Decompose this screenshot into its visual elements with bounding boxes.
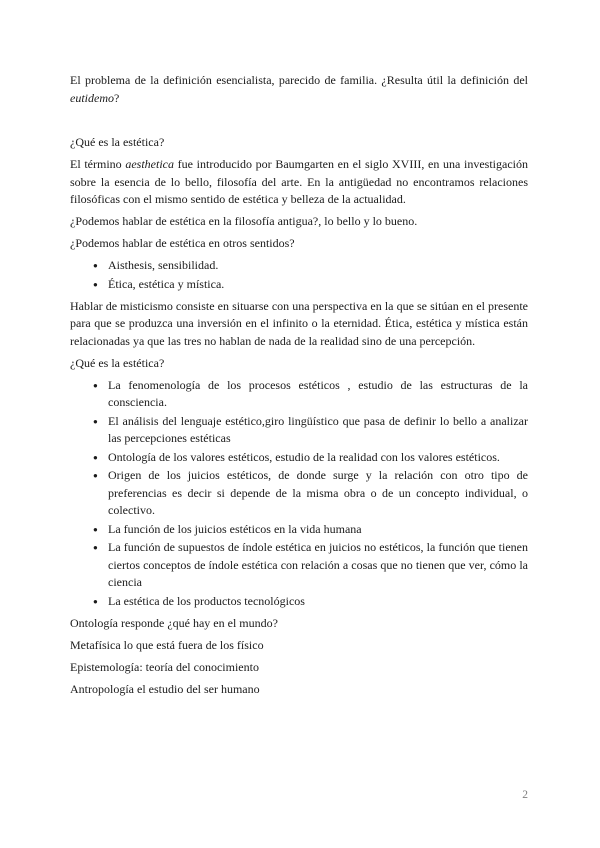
paragraph-text: ? [114,90,120,105]
bullet-icon: ● [93,543,98,552]
line-antropologia: Antropología el estudio del ser humano [70,681,260,696]
italic-term-aesthetica: aesthetica [125,157,174,171]
list-item-text: La fenomenología de los procesos estéticos , estudio de las estructuras de la consciencia. [108,377,528,409]
line-ontologia: Ontología responde ¿qué hay en el mundo? [70,615,278,630]
paragraph-termino-aesthetica [70,156,528,209]
list-item [70,467,528,520]
list-item [70,413,528,448]
bullet-icon: ● [93,416,98,426]
list-otros-sentidos [70,257,528,293]
line-metafisica: Metafísica lo que está fuera de los físico [70,637,264,652]
question-estetica-filosofia-antigua: ¿Podemos hablar de estética en la filosofía antigua?, lo bello y lo bueno. [70,214,418,228]
question-estetica-otros-sentidos: ¿Podemos hablar de estética en otros sentidos? [70,236,295,250]
document-content [70,72,528,703]
list-item-text: Origen de los juicios estéticos, de donde surge y la relación con otro tipo de preferencias es decir si depende de la misma obra o de un concepto individual, o colectivo. [108,468,528,517]
list-que-es-la-estetica [70,377,528,611]
bullet-icon: ● [93,279,98,289]
italic-term-eutidemo: eutidemo [70,90,114,105]
list-item [70,449,528,467]
bullet-icon: ● [93,380,98,390]
list-item [70,257,528,275]
empty-paragraph [70,112,528,130]
list-item [70,593,528,611]
bullet-icon: ● [93,524,98,534]
list-item [70,276,528,294]
list-item-text: La función de los juicios estéticos en la vida humana [108,521,362,536]
paragraph-text: fue introducido por Baumgarten en el siglo XVIII, en una investigación sobre la esencia de lo bello, filosofía del arte. En la antigüedad no encontramos relaciones filosóficas con el mismo sentido de estética y belleza de la actualidad. [70,157,528,206]
list-item-text: Aisthesis, sensibilidad. [108,258,219,272]
paragraph-definicion-esencialista [70,72,528,107]
list-item [70,539,528,592]
line-epistemologia: Epistemología: teoría del conocimiento [70,659,259,674]
list-item-text: La estética de los productos tecnológicos [108,593,305,608]
bullet-icon: ● [93,471,98,480]
paragraph-misticismo: Hablar de misticismo consiste en situarse con una perspectiva en la que se sitúan en el presente para que se produzca una inversión en el infinito o la eternidad. Ética, estética y mística están relacionadas ya que las tres no hablan de nada de la realidad sino de una percepción. [70,298,528,348]
page-number: 2 [522,789,528,801]
list-item-text: Ontología de los valores estéticos, estudio de la realidad con los valores estéticos. [108,449,500,464]
list-item-text: El análisis del lenguaje estético,giro lingüístico que pasa de definir lo bello a analizar las percepciones estéticas [108,413,528,445]
paragraph-text: El problema de la definición esencialista, parecido de familia. ¿Resulta útil la definición del [70,73,528,87]
bullet-icon: ● [93,596,98,606]
list-item-text: Ética, estética y mística. [108,276,225,291]
list-item-text: La función de supuestos de índole estética en juicios no estéticos, la función que tienen ciertos conceptos de índole estética con relación a cosas que no tienen que ver, cómo la ciencia [108,540,528,589]
heading-que-es-la-estetica-1: ¿Qué es la estética? [70,135,165,149]
bullet-icon: ● [93,261,98,270]
paragraph-text: El término [70,157,126,171]
list-item [70,377,528,412]
heading-que-es-la-estetica-2: ¿Qué es la estética? [70,355,165,370]
bullet-icon: ● [93,452,98,462]
list-item [70,521,528,539]
